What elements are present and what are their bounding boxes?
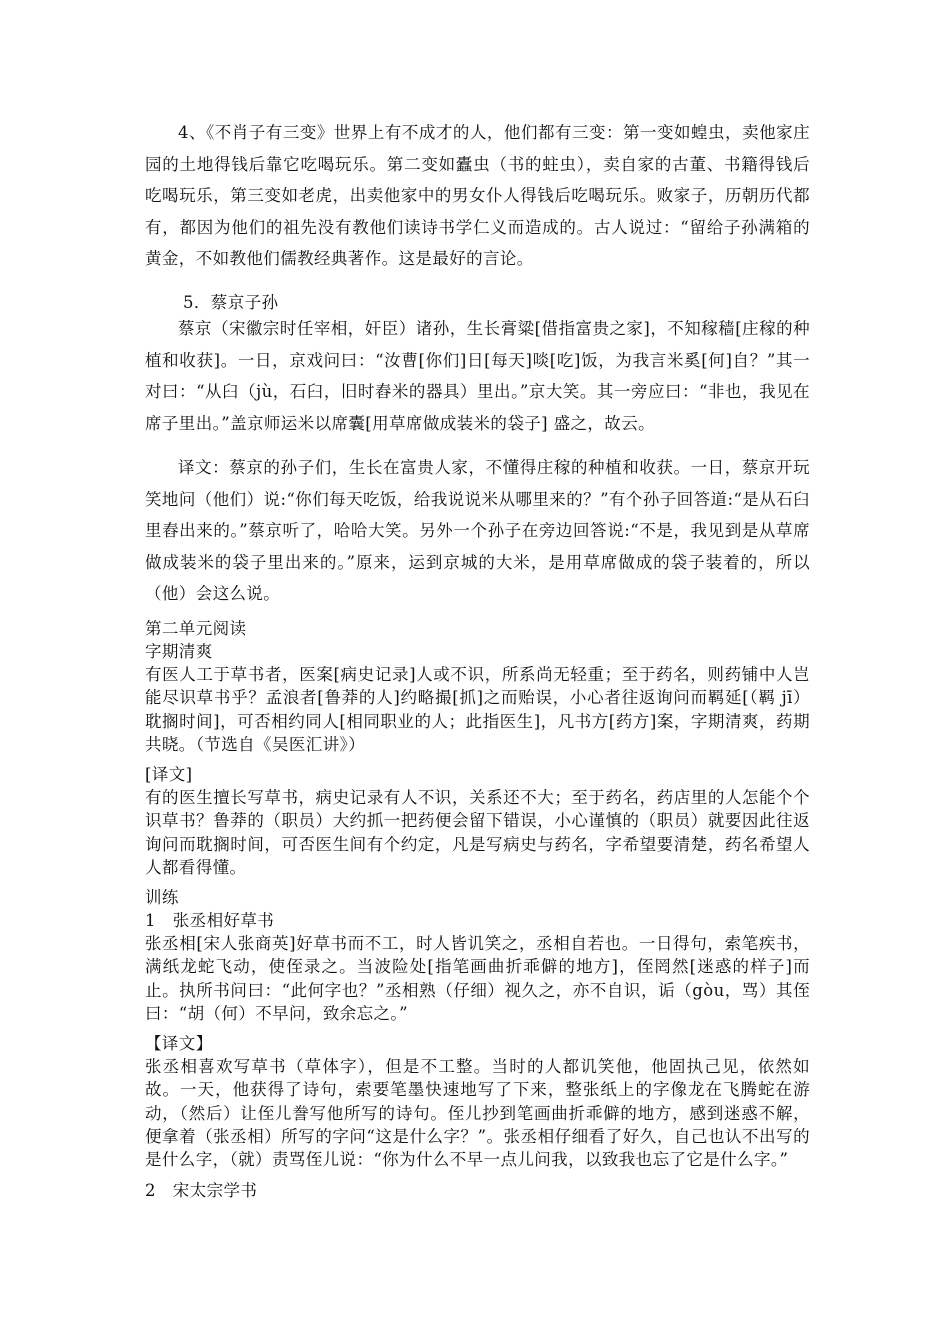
section-5-heading: 5．蔡京子孙: [183, 293, 279, 312]
unit2-heading: 第二单元阅读: [145, 619, 247, 638]
practice-item-1-translation: 张丞相喜欢写草书（草体字），但是不工整。当时的人都讥笑他，他固执己见，依然如故。一天，他获得了诗句，索要笔墨快速地写了下来，整张纸上的字像龙在飞腾蛇在游动，（然后）让侄儿誊写他所写的诗句。侄儿抄到笔画曲折乖僻的地方，感到迷惑不解，便拿着（张丞相）所写的字问“这是什么字？”。张丞相仔细看了好久，自己也认不出写的是什么字，（就）责骂侄儿说：“你为什么不早一点儿问我，以致我也忘了它是什么字。”: [145, 1057, 810, 1170]
unit2-original: 有医人工于草书者，医案[病史记录]人或不识，所系尚无轻重；至于药名，则药铺中人岂能尽识草书乎？孟浪者[鲁莽的人]约略撮[抓]之而贻误，小心者往返询问而羁延[（羁 jī）耽搁时间]，可否相约同人[相同职业的人；此指医生]，凡书方[药方]案，字期清爽，药期共晓。（节选自《吴医汇讲》）: [145, 665, 810, 754]
practice-item-1-original: 张丞相[宋人张商英]好草书而不工，时人皆讥笑之，丞相自若也。一日得句，索笔疾书，满纸龙蛇飞动，使侄录之。当波险处[指笔画曲折乖僻的地方]，侄罔然[迷惑的样子]而止。执所书问曰：“此何字也？”丞相熟（仔细）视久之，亦不自识，诟（gòu，骂）其侄曰：“胡（何）不早问，致余忘之。”: [145, 934, 810, 1023]
section-5-original: 蔡京（宋徽宗时任宰相，奸臣）诸孙，生长膏粱[借指富贵之家]，不知稼穑[庄稼的种植和收获]。一日，京戏问曰：“汝曹[你们]日[每天]啖[吃]饭，为我言米奚[何]自？”其一对曰：“从臼（jù，石臼，旧时舂米的器具）里出。”京大笑。其一旁应曰：“非也，我见在席子里出。”盖京师运米以席囊[用草席做成装米的袋子] 盛之，故云。: [145, 319, 810, 433]
practice-item-1-translation-label: 【译文】: [145, 1034, 213, 1053]
section-5-translation: 译文：蔡京的孙子们，生长在富贵人家，不懂得庄稼的种植和收获。一日，蔡京开玩笑地问（他们）说:“你们每天吃饭，给我说说米从哪里来的？”有个孙子回答道:“是从石臼里舂出来的。”蔡京听了，哈哈大笑。另外一个孙子在旁边回答说:“不是，我见到是从草席做成装米的袋子里出来的。”原来，运到京城的大米，是用草席做成的袋子装着的，所以（他）会这么说。: [145, 458, 810, 603]
practice-item-1-heading: 1 张丞相好草书: [145, 911, 275, 930]
unit2-translation: 有的医生擅长写草书，病史记录有人不识，关系还不大；至于药名，药店里的人怎能个个识草书？鲁莽的（职员）大约抓一把药便会留下错误，小心谨慎的（职员）就要因此往返询问而耽搁时间，可否医生间有个约定，凡是写病史与药名，字希望要清楚，药名希望人人都看得懂。: [145, 788, 810, 877]
practice-label: 训练: [145, 888, 179, 907]
unit2-title: 字期清爽: [145, 642, 213, 661]
unit2-translation-label: [译文]: [145, 765, 193, 784]
practice-item-2-heading: 2 宋太宗学书: [145, 1181, 258, 1200]
section-4-paragraph: 4、《不肖子有三变》世界上有不成才的人，他们都有三变：第一变如蝗虫，卖他家庄园的土地得钱后靠它吃喝玩乐。第二变如蠹虫（书的蛀虫），卖自家的古董、书籍得钱后吃喝玩乐，第三变如老虎，出卖他家中的男女仆人得钱后吃喝玩乐。败家子，历朝历代都有，都因为他们的祖先没有教他们读诗书学仁义而造成的。古人说过：“留给子孙满箱的黄金，不如教他们儒教经典著作。这是最好的言论。: [145, 123, 810, 268]
